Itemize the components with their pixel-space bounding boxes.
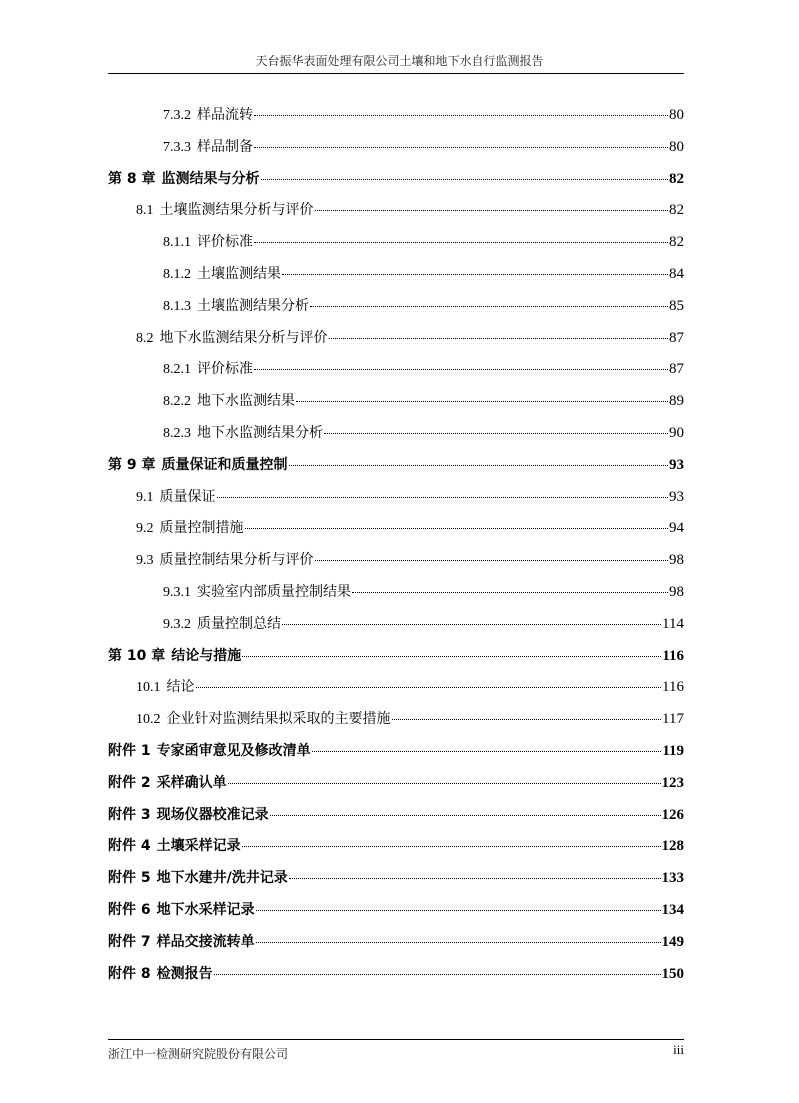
toc-entry-title: 专家函审意见及修改清单 bbox=[156, 742, 311, 759]
toc-entry[interactable] bbox=[108, 355, 684, 387]
toc-dot-leader bbox=[217, 483, 669, 498]
toc-entry-number: 附件 7 bbox=[108, 933, 151, 950]
toc-entry[interactable] bbox=[108, 165, 684, 197]
toc-entry[interactable] bbox=[108, 801, 684, 833]
toc-entry-number: 8.1.3 bbox=[163, 298, 191, 314]
toc-entry[interactable] bbox=[108, 642, 684, 674]
toc-dot-leader bbox=[270, 801, 661, 816]
toc-entry-page: 93 bbox=[669, 456, 684, 473]
toc-entry[interactable] bbox=[108, 864, 684, 896]
toc-entry-number: 9.1 bbox=[136, 489, 154, 505]
toc-dot-leader bbox=[282, 260, 668, 275]
toc-entry-number: 第 8 章 bbox=[108, 170, 156, 187]
toc-entry-number: 8.2.3 bbox=[163, 425, 191, 441]
toc-entry[interactable] bbox=[108, 101, 684, 133]
toc-entry-title: 土壤监测结果分析 bbox=[197, 297, 309, 314]
toc-dot-leader bbox=[315, 546, 669, 561]
toc-entry-title: 样品制备 bbox=[197, 138, 253, 155]
toc-entry-page: 116 bbox=[662, 647, 684, 664]
toc-entry-page: 80 bbox=[669, 138, 684, 155]
toc-entry-page: 133 bbox=[661, 870, 684, 887]
toc-dot-leader bbox=[289, 864, 661, 879]
toc-entry[interactable] bbox=[108, 292, 684, 324]
toc-entry-page: 128 bbox=[661, 838, 684, 855]
toc-entry-number: 7.3.3 bbox=[163, 139, 191, 155]
toc-dot-leader bbox=[310, 292, 668, 307]
toc-entry-page: 90 bbox=[669, 424, 684, 441]
toc-entry-number: 附件 4 bbox=[108, 838, 151, 855]
toc-entry-number: 10.1 bbox=[136, 680, 161, 696]
toc-entry-title: 地下水建井/洗井记录 bbox=[156, 870, 288, 887]
toc-entry[interactable] bbox=[108, 673, 684, 705]
page-header: 天台振华表面处理有限公司土壤和地下水自行监测报告 bbox=[255, 54, 544, 68]
toc-entry-title: 企业针对监测结果拟采取的主要措施 bbox=[166, 711, 391, 728]
toc-entry[interactable] bbox=[108, 705, 684, 737]
toc-entry[interactable] bbox=[108, 546, 684, 578]
toc-entry-number: 8.1.1 bbox=[163, 235, 191, 251]
toc-entry-page: 98 bbox=[669, 552, 684, 569]
toc-entry-title: 土壤采样记录 bbox=[156, 838, 241, 855]
toc-dot-leader bbox=[254, 101, 668, 116]
toc-entry-number: 第 9 章 bbox=[108, 456, 156, 473]
toc-dot-leader bbox=[254, 355, 668, 370]
toc-dot-leader bbox=[245, 514, 669, 529]
toc-entry[interactable] bbox=[108, 610, 684, 642]
toc-entry-title: 质量保证 bbox=[159, 488, 216, 505]
toc-entry-page: 126 bbox=[661, 806, 684, 823]
toc-entry-number: 9.3 bbox=[136, 553, 154, 569]
toc-entry-title: 质量控制措施 bbox=[159, 520, 244, 537]
toc-dot-leader bbox=[296, 387, 668, 402]
toc-entry-title: 实验室内部质量控制结果 bbox=[197, 583, 351, 600]
toc-entry-page: 82 bbox=[669, 202, 684, 219]
toc-entry-number: 附件 6 bbox=[108, 901, 151, 918]
toc-entry[interactable] bbox=[108, 928, 684, 960]
toc-entry-number: 8.2 bbox=[136, 330, 154, 346]
toc-entry-page: 89 bbox=[669, 393, 684, 410]
toc-entry-title: 质量保证和质量控制 bbox=[161, 456, 288, 473]
toc-dot-leader bbox=[254, 228, 668, 243]
toc-dot-leader bbox=[242, 832, 661, 847]
toc-dot-leader bbox=[261, 165, 669, 180]
toc-entry-page: 149 bbox=[661, 933, 684, 950]
toc-entry-title: 土壤监测结果分析与评价 bbox=[159, 202, 314, 219]
toc-entry-title: 地下水采样记录 bbox=[156, 901, 255, 918]
toc-entry-page: 84 bbox=[669, 265, 684, 282]
toc-entry-title: 结论与措施 bbox=[171, 647, 242, 664]
toc-entry-page: 82 bbox=[669, 234, 684, 251]
toc-entry[interactable] bbox=[108, 960, 684, 992]
toc-entry[interactable] bbox=[108, 832, 684, 864]
toc-entry-title: 样品交接流转单 bbox=[156, 933, 255, 950]
toc-dot-leader bbox=[254, 133, 668, 148]
toc-entry[interactable] bbox=[108, 578, 684, 610]
toc-entry-title: 地下水监测结果分析与评价 bbox=[159, 329, 328, 346]
toc-entry-number: 8.2.1 bbox=[163, 362, 191, 378]
toc-dot-leader bbox=[289, 451, 669, 466]
toc-dot-leader bbox=[228, 769, 661, 784]
toc-entry-title: 评价标准 bbox=[197, 234, 253, 251]
toc-dot-leader bbox=[392, 705, 662, 720]
toc-entry-page: 114 bbox=[662, 615, 684, 632]
footer-company: 浙江中一检测研究院股份有限公司 bbox=[108, 1047, 289, 1061]
toc-entry[interactable] bbox=[108, 260, 684, 292]
toc-entry-page: 94 bbox=[669, 520, 684, 537]
toc-entry-title: 质量控制结果分析与评价 bbox=[159, 552, 314, 569]
toc-dot-leader bbox=[324, 419, 668, 434]
toc-entry-page: 116 bbox=[662, 679, 684, 696]
toc-entry-title: 地下水监测结果 bbox=[197, 393, 295, 410]
toc-dot-leader bbox=[256, 928, 661, 943]
toc-entry-title: 结论 bbox=[166, 679, 195, 696]
toc-entry-number: 8.2.2 bbox=[163, 394, 191, 410]
toc-entry[interactable] bbox=[108, 133, 684, 165]
toc-entry[interactable] bbox=[108, 769, 684, 801]
toc-entry[interactable] bbox=[108, 737, 684, 769]
toc-entry-title: 样品流转 bbox=[197, 107, 253, 123]
toc-entry-title: 土壤监测结果 bbox=[197, 265, 281, 282]
toc-entry[interactable] bbox=[108, 896, 684, 928]
toc-entry-title: 采样确认单 bbox=[156, 774, 227, 791]
toc-dot-leader bbox=[256, 896, 661, 911]
toc-entry-page: 150 bbox=[661, 965, 684, 982]
toc-entry-page: 119 bbox=[662, 742, 684, 759]
toc-entry[interactable] bbox=[108, 514, 684, 546]
toc-entry[interactable] bbox=[108, 387, 684, 419]
footer-divider bbox=[108, 1039, 684, 1040]
header-divider bbox=[108, 73, 684, 74]
toc-entry-number: 附件 5 bbox=[108, 870, 151, 887]
footer-page-number: iii bbox=[673, 1042, 684, 1057]
toc-entry-number: 7.3.2 bbox=[163, 108, 191, 123]
toc-dot-leader bbox=[242, 642, 661, 657]
toc-entry-page: 98 bbox=[669, 583, 684, 600]
toc-entry-page: 82 bbox=[669, 170, 684, 187]
toc-entry-page: 123 bbox=[661, 774, 684, 791]
toc-entry[interactable] bbox=[108, 196, 684, 228]
toc-entry-number: 附件 1 bbox=[108, 742, 151, 759]
toc-entry-title: 评价标准 bbox=[197, 361, 253, 378]
toc-dot-leader bbox=[352, 578, 668, 593]
toc-entry[interactable] bbox=[108, 451, 684, 483]
toc-entry-title: 检测报告 bbox=[156, 965, 213, 982]
toc-entry-number: 附件 3 bbox=[108, 806, 151, 823]
toc-entry-page: 117 bbox=[662, 711, 684, 728]
toc-entry-number: 10.2 bbox=[136, 712, 161, 728]
toc-entry-title: 监测结果与分析 bbox=[161, 170, 260, 187]
toc-dot-leader bbox=[312, 737, 662, 752]
toc-entry-page: 134 bbox=[661, 901, 684, 918]
toc-entry[interactable] bbox=[108, 419, 684, 451]
toc-entry-number: 9.3.1 bbox=[163, 584, 191, 600]
toc-entry-page: 85 bbox=[669, 297, 684, 314]
toc-entry-page: 87 bbox=[669, 361, 684, 378]
toc-entry-number: 8.1.2 bbox=[163, 266, 191, 282]
toc-entry-page: 80 bbox=[669, 107, 684, 123]
toc-dot-leader bbox=[315, 196, 669, 211]
toc-entry[interactable] bbox=[108, 483, 684, 515]
toc-entry-number: 附件 2 bbox=[108, 774, 151, 791]
toc-entry-title: 地下水监测结果分析 bbox=[197, 424, 323, 441]
toc-entry-number: 9.3.2 bbox=[163, 616, 191, 632]
table-of-contents bbox=[108, 101, 684, 991]
toc-entry-number: 8.1 bbox=[136, 203, 154, 219]
toc-entry-number: 第 10 章 bbox=[108, 647, 166, 664]
toc-dot-leader bbox=[329, 324, 669, 339]
toc-dot-leader bbox=[282, 610, 661, 625]
toc-entry-number: 9.2 bbox=[136, 521, 154, 537]
toc-entry-number: 附件 8 bbox=[108, 965, 151, 982]
toc-entry-page: 87 bbox=[669, 329, 684, 346]
toc-entry-page: 93 bbox=[669, 488, 684, 505]
toc-entry-title: 现场仪器校准记录 bbox=[156, 806, 269, 823]
toc-dot-leader bbox=[196, 673, 662, 688]
toc-dot-leader bbox=[214, 960, 661, 975]
toc-entry[interactable] bbox=[108, 324, 684, 356]
toc-entry-title: 质量控制总结 bbox=[197, 615, 281, 632]
toc-entry[interactable] bbox=[108, 228, 684, 260]
